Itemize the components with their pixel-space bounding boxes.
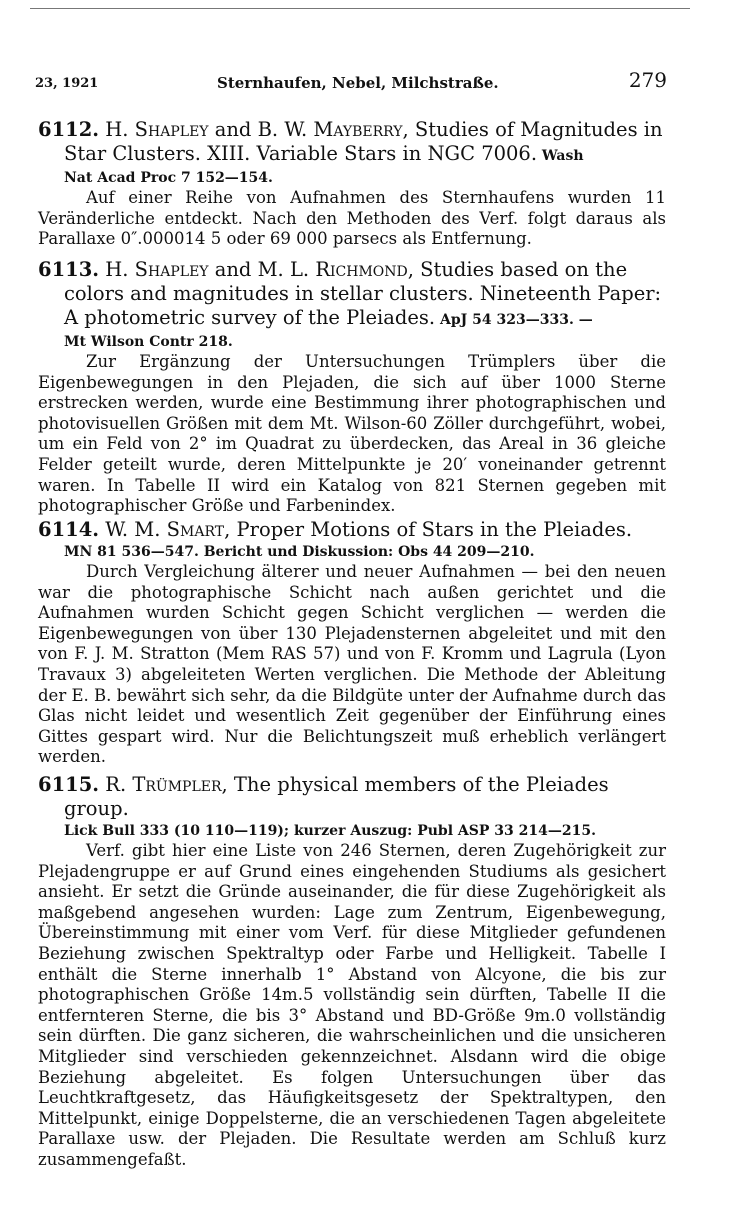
author-name: Smart: [166, 518, 225, 541]
author-initials: H.: [105, 118, 135, 141]
author-connector: and B. W.: [208, 118, 314, 141]
author-name: Trümpler: [132, 773, 222, 796]
article-title: , Studies based on the colors and magnitudes in stellar clusters. Nineteenth Paper: A photometric survey of the Pleiades.: [64, 258, 662, 329]
volume-year: 23, 1921: [35, 76, 99, 91]
abstract-text: [38, 562, 666, 768]
entry-6114: [38, 518, 666, 768]
source-line: Mt Wilson Contr 218.: [64, 334, 233, 350]
source-line: Lick Bull 333 (10 110—119); kurzer Auszug: Publ ASP 33 214—215.: [64, 823, 596, 839]
article-title: , Studies of Magnitudes in Star Clusters. XIII. Variable Stars in NGC 7006.: [64, 118, 663, 165]
abstract-text: [38, 188, 666, 250]
author-name: Shapley: [134, 118, 209, 141]
source-line: Nat Acad Proc 7 152—154.: [64, 170, 273, 186]
abstract-body: Durch Vergleichung älterer und neuer Aufnahmen — bei den neuen war die photographische Schicht nach außen gerichtet und die Aufnahmen wurden Schicht gegen Schicht verglichen — werden die Eigenbewegungen von über 130 Plejadensternen abgeleitet und mit den von F. J. M. Stratton (Mem RAS 57) und von F. Kromm und Lagrula (Lyon Travaux 3) abgeleiteten Werten verglichen. Die Methode der Ableitung der E. B. bewährt sich sehr, da die Bildgüte unter der Aufnahme durch das Glas nicht leidet und wesentlich Zeit gegenüber der Einführung eines Gittes gespart wird. Nur die Belichtungszeit muß erheblich verlängert werden.: [38, 562, 666, 767]
author-initials: H.: [105, 258, 135, 281]
source-line: MN 81 536—547. Bericht und Diskussion: Obs 44 209—210.: [64, 544, 535, 560]
abstract-text: [38, 841, 666, 1171]
entry-number: 6113.: [38, 258, 100, 281]
author-name: Shapley: [134, 258, 209, 281]
top-rule: [30, 8, 690, 9]
entry-number: 6114.: [38, 518, 100, 541]
source-inline: ApJ 54 323—333. —: [435, 312, 593, 328]
entry-6113: [38, 258, 666, 517]
entry-title: [38, 518, 666, 542]
page-number: 279: [628, 68, 667, 92]
abstract-body: Zur Ergänzung der Untersuchungen Trümplers über die Eigenbewegungen in den Plejaden, die sich auf über 1000 Sterne erstrecken werden, wurde eine Bestimmung ihrer photographischen und photovisuellen Größen mit dem Mt. Wilson-60 Zöller durchgeführt, wobei, um ein Feld von 2° im Quadrat zu überdecken, das Areal in 36 gleiche Felder geteilt wurde, deren Mittelpunkte je 20′ voneinander getrennt waren. In Tabelle II wird ein Katalog von 821 Sternen gegeben mit photographischer Größe und Farbenindex.: [38, 352, 666, 516]
author-name: Mayberry: [313, 118, 403, 141]
author-connector: and M. L.: [208, 258, 316, 281]
author-initials: W. M.: [105, 518, 167, 541]
entry-number: 6112.: [38, 118, 100, 141]
abstract-body: Verf. gibt hier eine Liste von 246 Sternen, deren Zugehörigkeit zur Plejadengruppe er auf Grund eines eingehenden Studiums als gesichert ansieht. Er setzt die Gründe auseinander, die für diese Zugehörigkeit als maßgebend angesehen wurden: Lage zum Zentrum, Eigenbewegung, Übereinstimmung mit einer vom Verf. für diese Mitglieder gefundenen Beziehung zwischen Spektraltyp oder Farbe und Helligkeit. Tabelle I enthält die Sterne innerhalb 1° Abstand von Alcyone, die bis zur photographischen Größe 14m.5 vollständig sein dürften, Tabelle II die entfernteren Sterne, die bis 3° Abstand und BD-Größe 9m.0 vollständig sein dürften. Die ganz sicheren, die wahrscheinlichen und die unsicheren Mitglieder sind verschieden gekennzeichnet. Alsdann wird die obige Beziehung abgeleitet. Es folgen Untersuchungen über das Leuchtkraftgesetz, das Häufigkeitsgesetz der Spektraltypen, den Mittelpunkt, einige Doppelsterne, die an verschiedenen Tagen abgeleitete Parallaxe usw. der Plejaden. Die Resultate werden am Schluß kurz zusammengefaßt.: [38, 841, 666, 1169]
entry-title: [38, 118, 666, 168]
author-name: Richmond: [315, 258, 408, 281]
section-title: Sternhaufen, Nebel, Milchstraße.: [217, 74, 499, 92]
abstract-body: Auf einer Reihe von Aufnahmen des Sternhaufens wurden 11 Veränderliche entdeckt. Nach den Methoden des Verf. folgt daraus als Parallaxe 0″.000014 5 oder 69 000 parsecs als Entfernung.: [38, 188, 666, 249]
abstract-text: [38, 352, 666, 517]
article-title: , Proper Motions of Stars in the Pleiades.: [224, 518, 633, 541]
entry-title: [38, 773, 666, 821]
entry-title: [38, 258, 666, 332]
entry-6115: [38, 773, 666, 1171]
entry-6112: [38, 118, 666, 250]
article-title: , The physical members of the Pleiades group.: [64, 773, 609, 820]
entry-number: 6115.: [38, 773, 100, 796]
running-header: [35, 66, 667, 96]
source-inline: Wash: [537, 148, 584, 164]
author-initials: R.: [105, 773, 133, 796]
